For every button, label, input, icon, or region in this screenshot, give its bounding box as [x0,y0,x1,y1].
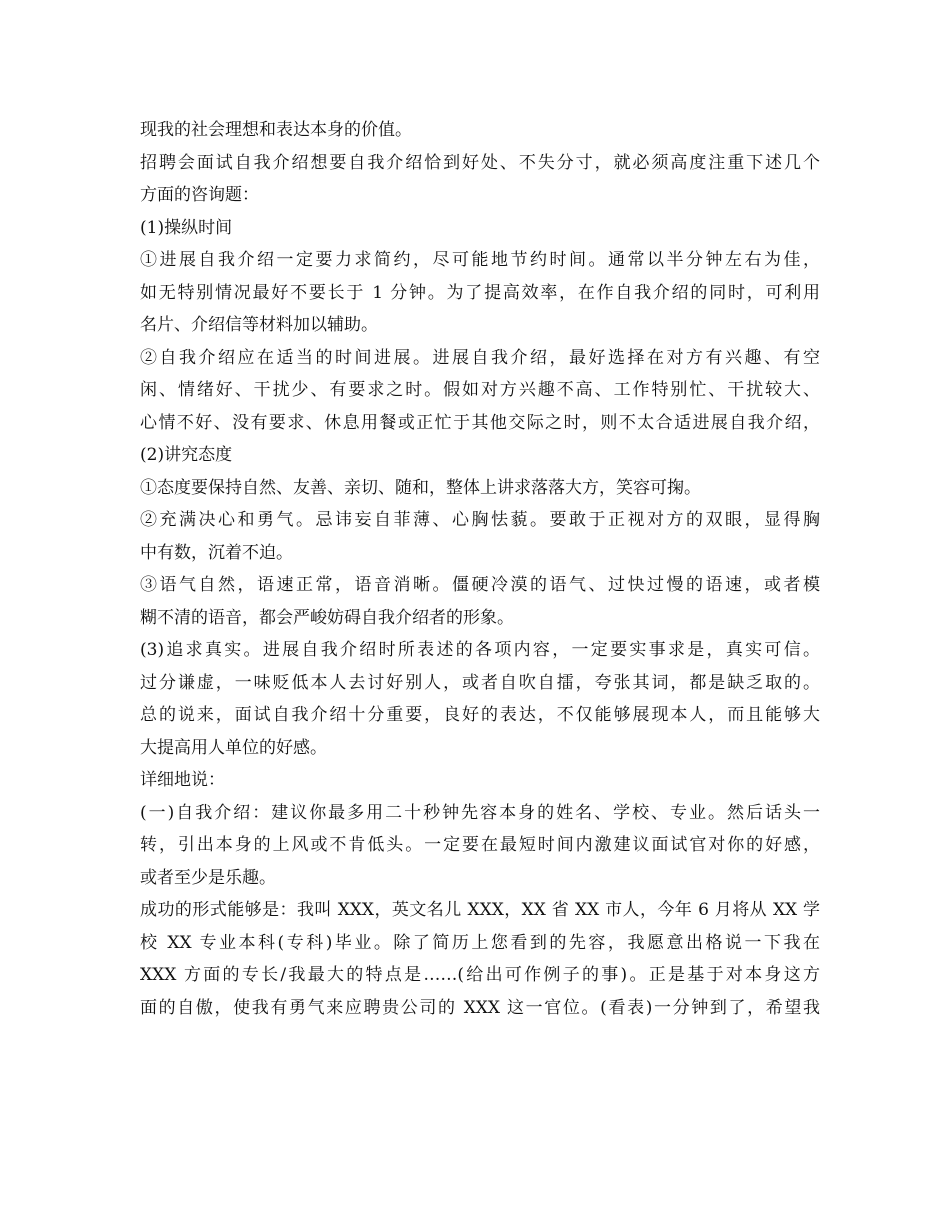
text-line: 总的说来，面试自我介绍十分重要，良好的表达，不仅能够展现本人，而且能够大 [140,705,820,725]
text-line: 方面的咨询题： [140,185,259,205]
text-line: 中有数，沉着不迫。 [140,542,293,563]
text-line: 糊不清的语音，都会严峻妨碍自我介绍者的形象。 [140,607,514,628]
text-line: 过分谦虚，一味贬低本人去讨好别人，或者自吹自擂，夸张其词，都是缺乏取的。 [140,672,820,693]
text-line: 面的自傲，使我有勇气来应聘贵公司的 XXX 这一官位。(看表)一分钟到了，希望我 [140,997,820,1018]
text-line: 或者至少是乐趣。 [140,867,276,888]
text-line: 名片、介绍信等材料加以辅助。 [140,315,378,335]
text-line: ①态度要保持自然、友善、亲切、随和，整体上讲求落落大方，笑容可掬。 [140,477,701,498]
text-line: 成功的形式能够是：我叫 XXX，英文名儿 XXX，XX 省 XX 市人，今年 6 月将从 XX 学 [140,900,820,920]
text-line: ②充满决心和勇气。忌讳妄自菲薄、心胸怯藐。要敢于正视对方的双眼，显得胸 [140,510,820,530]
text-line: 如无特别情况最好不要长于 1 分钟。为了提高效率，在作自我介绍的同时，可利用 [140,282,820,303]
text-line: 招聘会面试自我介绍想要自我介绍恰到好处、不失分寸，就必须高度注重下述几个 [140,152,820,173]
text-line: 心情不好、没有要求、休息用餐或正忙于其他交际之时，则不太合适进展自我介绍， [140,412,820,433]
text-line: 大提高用人单位的好感。 [140,737,327,758]
document-body [140,114,820,1024]
text-line: (一)自我介绍：建议你最多用二十秒钟先容本身的姓名、学校、专业。然后话头一 [140,802,820,823]
text-line: (1)操纵时间 [140,217,233,238]
text-line: 转，引出本身的上风或不肯低头。一定要在最短时间内激建议面试官对你的好感， [140,835,820,855]
text-line: ②自我介绍应在适当的时间进展。进展自我介绍，最好选择在对方有兴趣、有空 [140,347,820,368]
text-line: 校 XX 专业本科(专科)毕业。除了简历上您看到的先容，我愿意出格说一下我在 [140,932,820,953]
text-line: 现我的社会理想和表达本身的价值。 [140,120,412,140]
text-line: XXX 方面的专长/我最大的特点是……(给出可作例子的事)。正是基于对本身这方 [140,965,820,985]
text-line: ①进展自我介绍一定要力求简约，尽可能地节约时间。通常以半分钟左右为佳， [140,250,820,270]
text-line: (2)讲究态度 [140,445,233,465]
text-line: 详细地说： [140,770,225,790]
text-line: (3)追求真实。进展自我介绍时所表述的各项内容，一定要实事求是，真实可信。 [140,640,820,660]
text-line: ③语气自然，语速正常，语音消晰。僵硬冷漠的语气、过快过慢的语速，或者模 [140,575,820,595]
text-line: 闲、情绪好、干扰少、有要求之时。假如对方兴趣不高、工作特别忙、干扰较大、 [140,380,820,400]
